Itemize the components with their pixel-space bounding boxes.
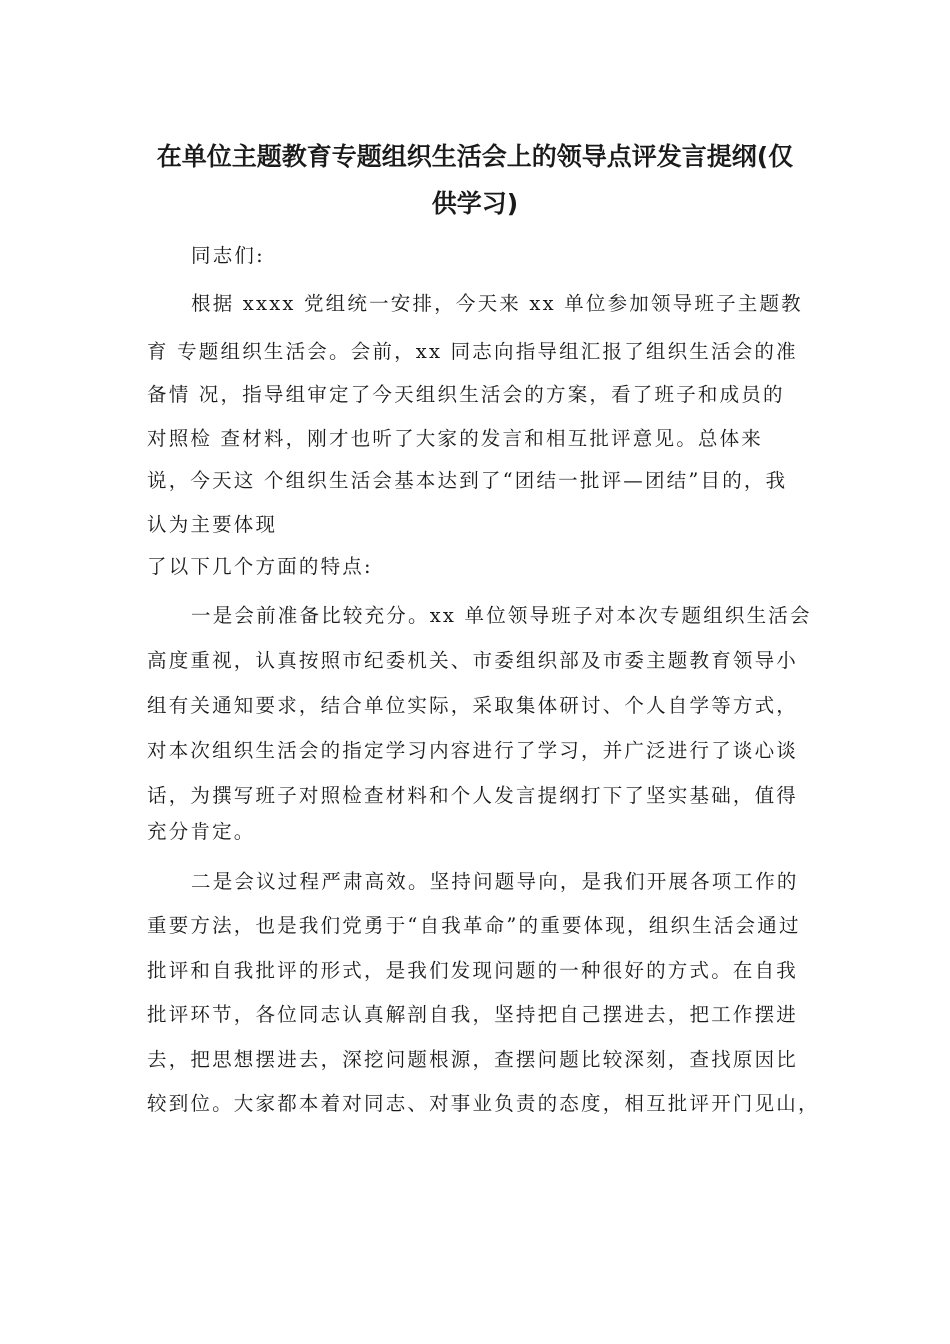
paragraph-1-line-6: 认为主要体现	[147, 513, 278, 536]
paragraph-1-line-4: 对照检 查材料，刚才也听了大家的发言和相互批评意见。总体来	[147, 427, 763, 450]
paragraph-2-line-5: 话，为撰写班子对照检查材料和个人发言提纲打下了坚实基础，值得	[147, 784, 799, 807]
paragraph-2-line-3: 组有关通知要求，结合单位实际，采取集体研讨、个人自学等方式，	[147, 694, 799, 717]
paragraph-3-line-2: 重要方法，也是我们党勇于“自我革命”的重要体现，组织生活会通过	[147, 914, 801, 937]
document-title-line-1: 在单位主题教育专题组织生活会上的领导点评发言提纲(仅	[156, 142, 794, 171]
paragraph-3-line-3: 批评和自我批评的形式，是我们发现问题的一种很好的方式。在自我	[147, 959, 799, 982]
paragraph-1-line-5: 说，今天这 个组织生活会基本达到了“团结一批评—团结”目的，我	[147, 469, 788, 492]
paragraph-3-line-6: 较到位。大家都本着对同志、对事业负责的态度，相互批评开门见山，	[147, 1092, 820, 1115]
paragraph-2-line-2: 高度重视，认真按照市纪委机关、市委组织部及市委主题教育领导小	[147, 649, 799, 672]
paragraph-2-line-4: 对本次组织生活会的指定学习内容进行了学习，并广泛进行了谈心谈	[147, 739, 799, 762]
paragraph-1-line-3: 备情 况，指导组审定了今天组织生活会的方案，看了班子和成员的	[147, 383, 785, 406]
paragraph-1-line-1: 根据 xxxx 党组统一安排，今天来 xx 单位参加领导班子主题教	[191, 292, 803, 315]
paragraph-1-line-7: 了以下几个方面的特点:	[147, 555, 373, 578]
document-title-line-2: 供学习)	[431, 189, 519, 218]
paragraph-3-line-1: 二是会议过程严肃高效。坚持问题导向，是我们开展各项工作的	[191, 870, 799, 893]
paragraph-3-line-4: 批评环节，各位同志认真解剖自我，坚持把自己摆进去，把工作摆进	[147, 1003, 799, 1026]
paragraph-1-line-2: 育 专题组织生活会。会前，xx 同志向指导组汇报了组织生活会的准	[147, 340, 798, 363]
paragraph-3-line-5: 去，把思想摆进去，深挖问题根源，查摆问题比较深刻，查找原因比	[147, 1048, 799, 1071]
paragraph-2-line-1: 一是会前准备比较充分。xx 单位领导班子对本次专题组织生活会	[191, 604, 812, 627]
salutation: 同志们:	[191, 244, 265, 267]
paragraph-2-line-6: 充分肯定。	[147, 820, 256, 843]
